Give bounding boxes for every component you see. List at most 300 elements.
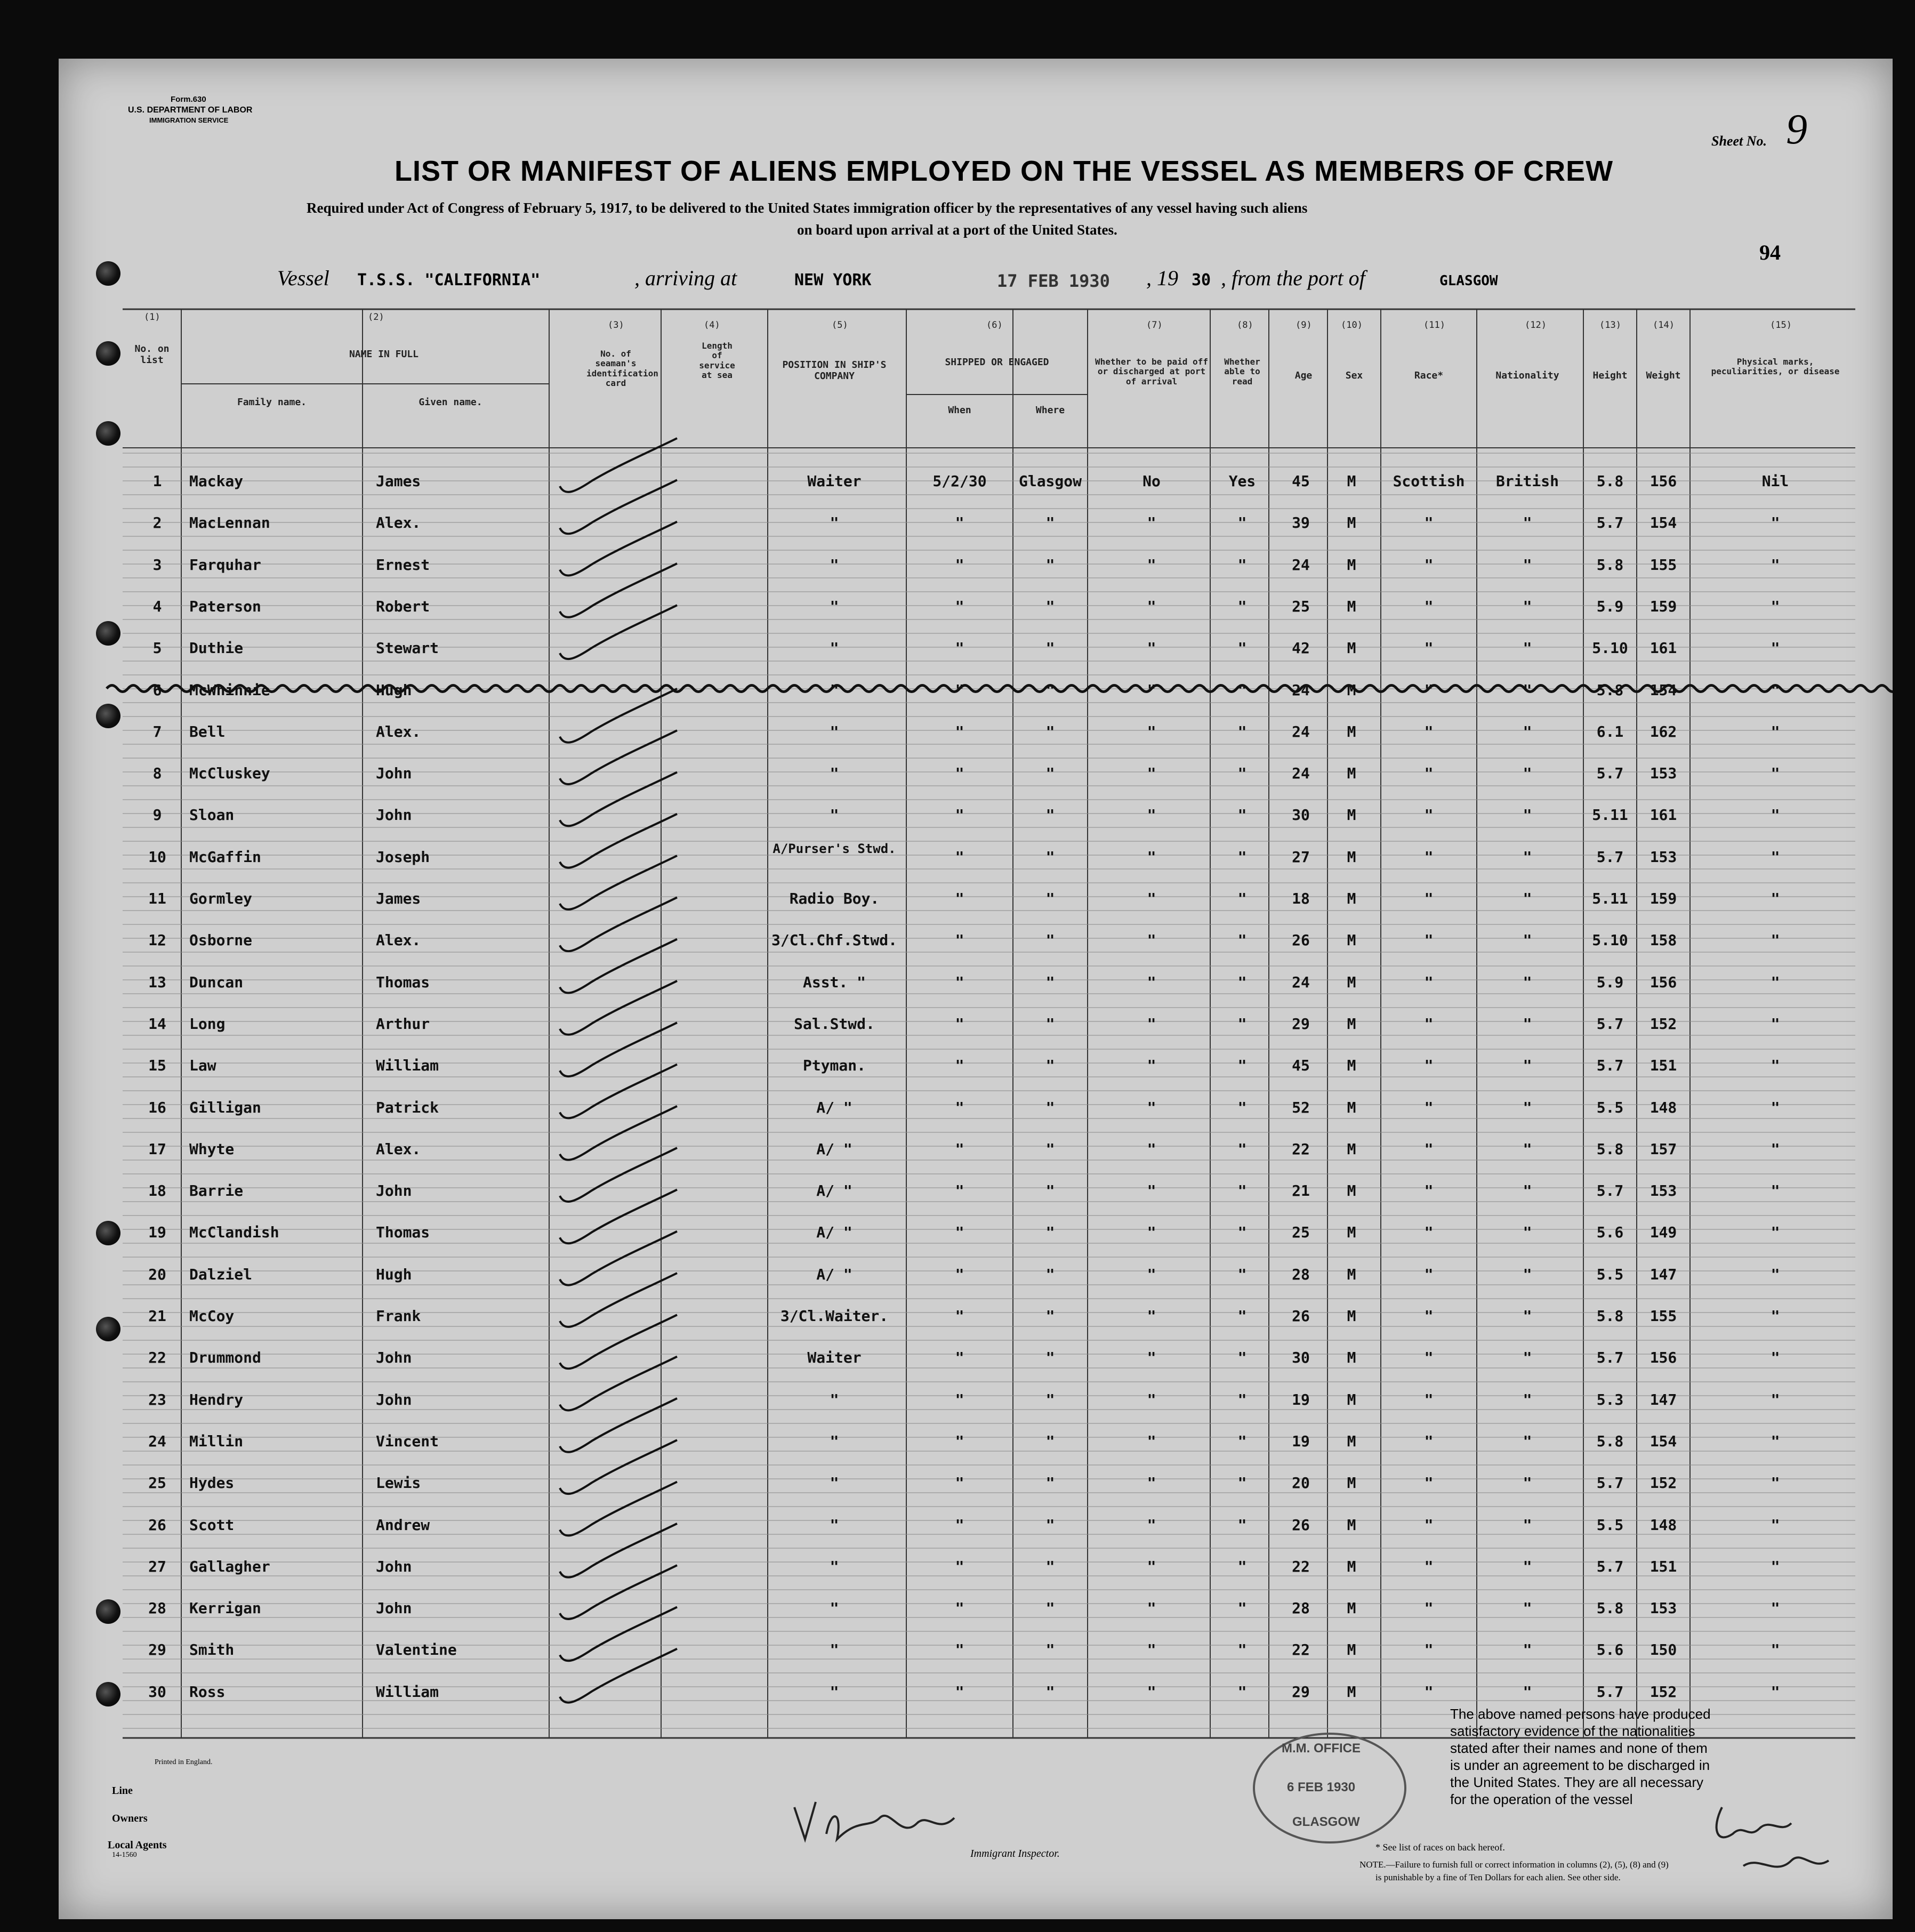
- cell-sex: M: [1347, 1057, 1356, 1075]
- cell-when: ": [955, 1182, 964, 1200]
- cell-sex: M: [1347, 597, 1356, 615]
- cell-nat: ": [1523, 1015, 1532, 1033]
- cell-nat: ": [1523, 1349, 1532, 1367]
- cell-position: A/Purser's Stwd.: [773, 841, 896, 856]
- cell-read: ": [1237, 1098, 1247, 1116]
- cell-position: Ptyman.: [802, 1057, 866, 1075]
- cell-read: ": [1237, 639, 1247, 657]
- cell-race: ": [1424, 1140, 1434, 1158]
- cell-weight: 159: [1650, 597, 1677, 615]
- cell-sex: M: [1347, 764, 1356, 783]
- cell-age: 42: [1292, 639, 1310, 657]
- cell-when: ": [955, 1015, 964, 1033]
- department: U.S. DEPARTMENT OF LABOR: [128, 106, 253, 115]
- cell-marks: ": [1771, 1057, 1780, 1075]
- cell-no: 28: [148, 1599, 166, 1617]
- cell-read: ": [1237, 848, 1247, 866]
- cell-weight: 161: [1650, 639, 1677, 657]
- cell-weight: 150: [1650, 1641, 1677, 1659]
- cell-age: 30: [1292, 806, 1310, 824]
- cell-position: ": [830, 806, 839, 824]
- cell-nat: ": [1523, 1516, 1532, 1534]
- cell-weight: 151: [1650, 1057, 1677, 1075]
- cell-weight: 154: [1650, 681, 1677, 699]
- cell-where: ": [1045, 1265, 1055, 1283]
- cell-where: ": [1045, 1641, 1055, 1659]
- punch-hole: [96, 704, 120, 728]
- cell-race: ": [1424, 1516, 1434, 1534]
- cell-weight: 152: [1650, 1015, 1677, 1033]
- cell-sex: M: [1347, 556, 1356, 574]
- cell-nat: ": [1523, 514, 1532, 532]
- col-3-header: No. of seaman's identification card: [586, 349, 658, 389]
- cell-race: ": [1424, 1098, 1434, 1116]
- cell-no: 24: [148, 1432, 166, 1450]
- cell-family: Hydes: [189, 1474, 235, 1492]
- cell-position: ": [830, 1641, 839, 1659]
- cell-when: ": [955, 1098, 964, 1116]
- cell-marks: ": [1771, 1015, 1780, 1033]
- cell-given: Hugh: [376, 1265, 412, 1283]
- col-12-number: (12): [1525, 320, 1547, 331]
- arrival-date-stamp: 17 FEB 1930: [997, 271, 1110, 291]
- cell-given: Patrick: [376, 1098, 439, 1116]
- cell-read: ": [1237, 1015, 1247, 1033]
- cell-no: 27: [148, 1557, 166, 1575]
- col-9-header: Age: [1294, 370, 1313, 381]
- cell-no: 25: [148, 1474, 166, 1492]
- cell-age: 26: [1292, 1516, 1310, 1534]
- cell-position: ": [830, 556, 839, 574]
- cell-no: 12: [148, 931, 166, 949]
- cell-sex: M: [1347, 931, 1356, 949]
- cell-position: ": [830, 1432, 839, 1450]
- cell-no: 7: [152, 722, 162, 740]
- cell-sex: M: [1347, 1349, 1356, 1367]
- printed-note: Printed in England.: [155, 1758, 213, 1766]
- cell-family: Sloan: [189, 806, 235, 824]
- cell-family: Duncan: [189, 973, 244, 991]
- cell-family: Hendry: [189, 1390, 244, 1408]
- cell-when: ": [955, 890, 964, 907]
- cell-age: 22: [1292, 1641, 1310, 1659]
- cell-height: 5.8: [1596, 556, 1624, 574]
- from-port-label: , from the port of: [1221, 266, 1365, 290]
- cell-given: William: [376, 1057, 439, 1075]
- cell-weight: 161: [1650, 806, 1677, 824]
- cell-height: 5.9: [1596, 597, 1624, 615]
- cert-line-6: for the operation of the vessel: [1450, 1791, 1633, 1807]
- cell-weight: 156: [1650, 472, 1677, 490]
- cell-position: 3/Cl.Chf.Stwd.: [771, 931, 897, 949]
- cell-no: 3: [152, 556, 162, 574]
- cell-where: ": [1045, 597, 1055, 615]
- cell-position: 3/Cl.Waiter.: [780, 1307, 889, 1325]
- cell-read: ": [1237, 1683, 1247, 1701]
- cell-marks: ": [1771, 1098, 1780, 1116]
- cell-family: Drummond: [189, 1349, 261, 1367]
- cell-height: 5.7: [1596, 1683, 1624, 1701]
- cell-marks: ": [1771, 848, 1780, 866]
- cell-marks: ": [1771, 1474, 1780, 1492]
- cell-height: 5.6: [1596, 1641, 1624, 1659]
- cell-weight: 151: [1650, 1557, 1677, 1575]
- cell-no: 21: [148, 1307, 166, 1325]
- cell-sex: M: [1347, 1516, 1356, 1534]
- cell-position: ": [830, 1557, 839, 1575]
- inspector-signature: [784, 1786, 997, 1855]
- cell-race: ": [1424, 931, 1434, 949]
- cell-age: 52: [1292, 1098, 1310, 1116]
- cell-given: John: [376, 1557, 412, 1575]
- cell-sex: M: [1347, 973, 1356, 991]
- cell-height: 5.7: [1596, 1182, 1624, 1200]
- cell-family: Long: [189, 1015, 226, 1033]
- cell-nat: ": [1523, 597, 1532, 615]
- penalty-note-1: NOTE.—Failure to furnish full or correct information in columns (2), (5), (8) and (9): [1359, 1859, 1669, 1870]
- cell-paid: ": [1147, 1057, 1156, 1075]
- cell-when: ": [955, 1474, 964, 1492]
- cell-sex: M: [1347, 1182, 1356, 1200]
- cell-when: ": [955, 1641, 964, 1659]
- cell-nat: ": [1523, 681, 1532, 699]
- cell-position: ": [830, 1516, 839, 1534]
- cell-when: ": [955, 1599, 964, 1617]
- cell-age: 25: [1292, 597, 1310, 615]
- stamp-bottom-text: GLASGOW: [1292, 1815, 1360, 1829]
- cell-family: Bell: [189, 722, 226, 740]
- cell-when: ": [955, 722, 964, 740]
- cell-weight: 149: [1650, 1223, 1677, 1242]
- col-7-number: (7): [1146, 320, 1163, 331]
- cell-no: 2: [152, 514, 162, 532]
- cell-when: 5/2/30: [932, 472, 987, 490]
- cell-sex: M: [1347, 848, 1356, 866]
- cell-when: ": [955, 1140, 964, 1158]
- col-15-number: (15): [1770, 320, 1792, 331]
- cell-nat: ": [1523, 1182, 1532, 1200]
- cell-marks: Nil: [1761, 472, 1789, 490]
- cell-when: ": [955, 1223, 964, 1242]
- cell-age: 22: [1292, 1557, 1310, 1575]
- cell-age: 25: [1292, 1223, 1310, 1242]
- stamp-top-text: M.M. OFFICE: [1282, 1741, 1361, 1756]
- cell-sex: M: [1347, 1557, 1356, 1575]
- cell-when: ": [955, 1557, 964, 1575]
- cell-height: 5.8: [1596, 681, 1624, 699]
- cell-read: ": [1237, 1140, 1247, 1158]
- cell-position: ": [830, 1474, 839, 1492]
- race-note: * See list of races on back hereof.: [1375, 1842, 1505, 1853]
- cell-when: ": [955, 597, 964, 615]
- cell-sex: M: [1347, 639, 1356, 657]
- cell-race: Scottish: [1393, 472, 1465, 490]
- cell-nat: ": [1523, 1390, 1532, 1408]
- cell-sex: M: [1347, 806, 1356, 824]
- cell-paid: ": [1147, 1223, 1156, 1242]
- cell-race: ": [1424, 1182, 1434, 1200]
- stamp-date: 6 FEB 1930: [1287, 1780, 1356, 1794]
- cell-age: 30: [1292, 1349, 1310, 1367]
- col-14-header: Weight: [1646, 370, 1681, 381]
- cell-age: 45: [1292, 1057, 1310, 1075]
- cell-weight: 155: [1650, 556, 1677, 574]
- col-8-header: Whether able to read: [1224, 357, 1260, 387]
- cell-family: McWhinnie: [189, 681, 270, 699]
- cell-weight: 159: [1650, 890, 1677, 907]
- cell-nat: ": [1523, 1265, 1532, 1283]
- cell-given: John: [376, 1182, 412, 1200]
- cell-sex: M: [1347, 472, 1356, 490]
- cert-line-5: the United States. They are all necessary: [1450, 1774, 1703, 1790]
- cell-read: ": [1237, 1474, 1247, 1492]
- cell-nat: ": [1523, 722, 1532, 740]
- cell-paid: ": [1147, 1098, 1156, 1116]
- cell-position: ": [830, 722, 839, 740]
- cell-family: Gormley: [189, 890, 253, 907]
- cell-read: ": [1237, 1557, 1247, 1575]
- cell-given: Alex.: [376, 722, 421, 740]
- cell-when: ": [955, 1516, 964, 1534]
- col-11-header: Race*: [1414, 370, 1444, 381]
- cell-marks: ": [1771, 890, 1780, 907]
- col-5-number: (5): [832, 320, 848, 331]
- cell-position: ": [830, 639, 839, 657]
- cell-weight: 156: [1650, 1349, 1677, 1367]
- cell-sex: M: [1347, 1641, 1356, 1659]
- cell-family: Smith: [189, 1641, 235, 1659]
- cell-position: ": [830, 514, 839, 532]
- arriving-label: , arriving at: [634, 266, 737, 290]
- cell-height: 6.1: [1596, 722, 1624, 740]
- cell-position: ": [830, 1683, 839, 1701]
- cert-line-3: stated after their names and none of them: [1450, 1740, 1708, 1756]
- punch-hole: [96, 1221, 120, 1245]
- cell-nat: ": [1523, 639, 1532, 657]
- line-label: Line: [112, 1785, 133, 1797]
- cell-position: ": [830, 1599, 839, 1617]
- cell-position: Radio Boy.: [789, 890, 880, 907]
- punch-hole: [96, 261, 120, 286]
- cell-marks: ": [1771, 556, 1780, 574]
- cell-when: ": [955, 806, 964, 824]
- cell-marks: ": [1771, 639, 1780, 657]
- cell-marks: ": [1771, 1265, 1780, 1283]
- cell-position: ": [830, 597, 839, 615]
- cell-paid: No: [1142, 472, 1161, 490]
- cell-paid: ": [1147, 597, 1156, 615]
- cell-age: 45: [1292, 472, 1310, 490]
- cell-weight: 162: [1650, 722, 1677, 740]
- cell-where: ": [1045, 681, 1055, 699]
- cell-sex: M: [1347, 1683, 1356, 1701]
- cell-where: ": [1045, 1015, 1055, 1033]
- vessel-label: Vessel: [277, 266, 329, 290]
- cell-family: Law: [189, 1057, 216, 1075]
- cell-race: ": [1424, 1599, 1434, 1617]
- cell-given: Andrew: [376, 1516, 430, 1534]
- cell-weight: 153: [1650, 848, 1677, 866]
- cell-race: ": [1424, 764, 1434, 783]
- cell-age: 24: [1292, 973, 1310, 991]
- cell-nat: ": [1523, 764, 1532, 783]
- cell-position: A/ ": [816, 1265, 852, 1283]
- cell-where: ": [1045, 1182, 1055, 1200]
- sheet-number: 9: [1786, 106, 1807, 153]
- col-6-header: SHIPPED OR ENGAGED: [945, 357, 1049, 368]
- cell-family: McCluskey: [189, 764, 270, 783]
- cell-position: Sal.Stwd.: [794, 1015, 875, 1033]
- cell-where: ": [1045, 1432, 1055, 1450]
- cell-no: 30: [148, 1683, 166, 1701]
- cell-position: A/ ": [816, 1223, 852, 1242]
- vessel-name: T.S.S. "CALIFORNIA": [357, 271, 541, 289]
- cell-given: Stewart: [376, 639, 439, 657]
- cell-read: Yes: [1228, 472, 1256, 490]
- cell-age: 24: [1292, 681, 1310, 699]
- subtitle-line-2: on board upon arrival at a port of the United States.: [797, 222, 1117, 238]
- cell-when: ": [955, 1307, 964, 1325]
- cell-given: John: [376, 806, 412, 824]
- cell-race: ": [1424, 806, 1434, 824]
- cell-given: John: [376, 1349, 412, 1367]
- cell-when: ": [955, 681, 964, 699]
- cell-family: Ross: [189, 1683, 226, 1701]
- cell-race: ": [1424, 1265, 1434, 1283]
- cell-age: 29: [1292, 1683, 1310, 1701]
- cell-family: Mackay: [189, 472, 244, 490]
- cell-sex: M: [1347, 1390, 1356, 1408]
- cell-no: 19: [148, 1223, 166, 1242]
- cell-family: Whyte: [189, 1140, 235, 1158]
- cell-height: 5.5: [1596, 1265, 1624, 1283]
- cell-family: Duthie: [189, 639, 244, 657]
- cell-nat: ": [1523, 1474, 1532, 1492]
- cell-no: 1: [152, 472, 162, 490]
- cell-marks: ": [1771, 1432, 1780, 1450]
- cell-family: Gilligan: [189, 1098, 261, 1116]
- cell-height: 5.5: [1596, 1516, 1624, 1534]
- cell-marks: ": [1771, 681, 1780, 699]
- cell-race: ": [1424, 1390, 1434, 1408]
- cell-family: McCoy: [189, 1307, 235, 1325]
- cell-where: ": [1045, 1516, 1055, 1534]
- cell-weight: 154: [1650, 1432, 1677, 1450]
- cell-no: 23: [148, 1390, 166, 1408]
- col-4-header: Length of service at sea: [699, 341, 735, 381]
- cell-no: 29: [148, 1641, 166, 1659]
- cell-no: 10: [148, 848, 166, 866]
- cell-paid: ": [1147, 1432, 1156, 1450]
- cell-sex: M: [1347, 1265, 1356, 1283]
- cell-sex: M: [1347, 1599, 1356, 1617]
- cell-given: Thomas: [376, 1223, 430, 1242]
- col-12-header: Nationality: [1495, 370, 1559, 381]
- cell-weight: 148: [1650, 1516, 1677, 1534]
- cell-age: 28: [1292, 1265, 1310, 1283]
- cell-height: 5.7: [1596, 1349, 1624, 1367]
- officer-signature: [1701, 1797, 1861, 1903]
- cell-sex: M: [1347, 1140, 1356, 1158]
- cell-age: 19: [1292, 1390, 1310, 1408]
- cell-read: ": [1237, 681, 1247, 699]
- cell-race: ": [1424, 1057, 1434, 1075]
- cell-position: Asst. ": [802, 973, 866, 991]
- cell-race: ": [1424, 639, 1434, 657]
- cell-paid: ": [1147, 1182, 1156, 1200]
- cell-nat: British: [1495, 472, 1559, 490]
- cell-marks: ": [1771, 722, 1780, 740]
- cell-read: ": [1237, 556, 1247, 574]
- service: IMMIGRATION SERVICE: [149, 116, 229, 124]
- cell-when: ": [955, 514, 964, 532]
- penalty-note-2: is punishable by a fine of Ten Dollars for each alien. See other side.: [1375, 1872, 1621, 1882]
- cell-height: 5.7: [1596, 764, 1624, 783]
- cell-weight: 153: [1650, 764, 1677, 783]
- col-13-header: Height: [1592, 370, 1628, 381]
- cell-weight: 152: [1650, 1474, 1677, 1492]
- cell-height: 5.10: [1592, 639, 1628, 657]
- cell-marks: ": [1771, 1182, 1780, 1200]
- cell-no: 15: [148, 1057, 166, 1075]
- col-8-number: (8): [1237, 320, 1253, 331]
- cell-family: MacLennan: [189, 514, 270, 532]
- cell-given: James: [376, 472, 421, 490]
- cell-family: Dalziel: [189, 1265, 253, 1283]
- cell-read: ": [1237, 514, 1247, 532]
- inspector-label: Immigrant Inspector.: [970, 1848, 1060, 1859]
- cell-read: ": [1237, 1057, 1247, 1075]
- cell-age: 28: [1292, 1599, 1310, 1617]
- col-10-number: (10): [1341, 320, 1363, 331]
- cell-where: ": [1045, 1307, 1055, 1325]
- cell-paid: ": [1147, 1307, 1156, 1325]
- cell-family: Millin: [189, 1432, 244, 1450]
- cell-no: 17: [148, 1140, 166, 1158]
- cell-read: ": [1237, 1641, 1247, 1659]
- cell-paid: ": [1147, 806, 1156, 824]
- punch-hole: [96, 1599, 120, 1624]
- cell-marks: ": [1771, 1223, 1780, 1242]
- col-7-header: Whether to be paid off or discharged at port of arrival: [1095, 357, 1208, 387]
- cell-marks: ": [1771, 931, 1780, 949]
- punch-hole: [96, 1317, 120, 1341]
- cell-where: ": [1045, 514, 1055, 532]
- cell-age: 26: [1292, 1307, 1310, 1325]
- cell-marks: ": [1771, 1557, 1780, 1575]
- cell-no: 26: [148, 1516, 166, 1534]
- cell-given: William: [376, 1683, 439, 1701]
- cell-paid: ": [1147, 973, 1156, 991]
- cell-where: ": [1045, 639, 1055, 657]
- cell-nat: ": [1523, 890, 1532, 907]
- col-2-header: NAME IN FULL: [349, 349, 419, 360]
- cell-read: ": [1237, 1182, 1247, 1200]
- cell-nat: ": [1523, 848, 1532, 866]
- col-13-number: (13): [1599, 320, 1621, 331]
- cell-paid: ": [1147, 931, 1156, 949]
- col-4-number: (4): [704, 320, 720, 331]
- cell-no: 6: [152, 681, 162, 699]
- cell-read: ": [1237, 931, 1247, 949]
- cell-position: Waiter: [807, 1349, 862, 1367]
- col-6-number: (6): [986, 320, 1003, 331]
- cell-paid: ": [1147, 1474, 1156, 1492]
- cell-read: ": [1237, 1599, 1247, 1617]
- cell-age: 26: [1292, 931, 1310, 949]
- cell-weight: 148: [1650, 1098, 1677, 1116]
- cell-marks: ": [1771, 1599, 1780, 1617]
